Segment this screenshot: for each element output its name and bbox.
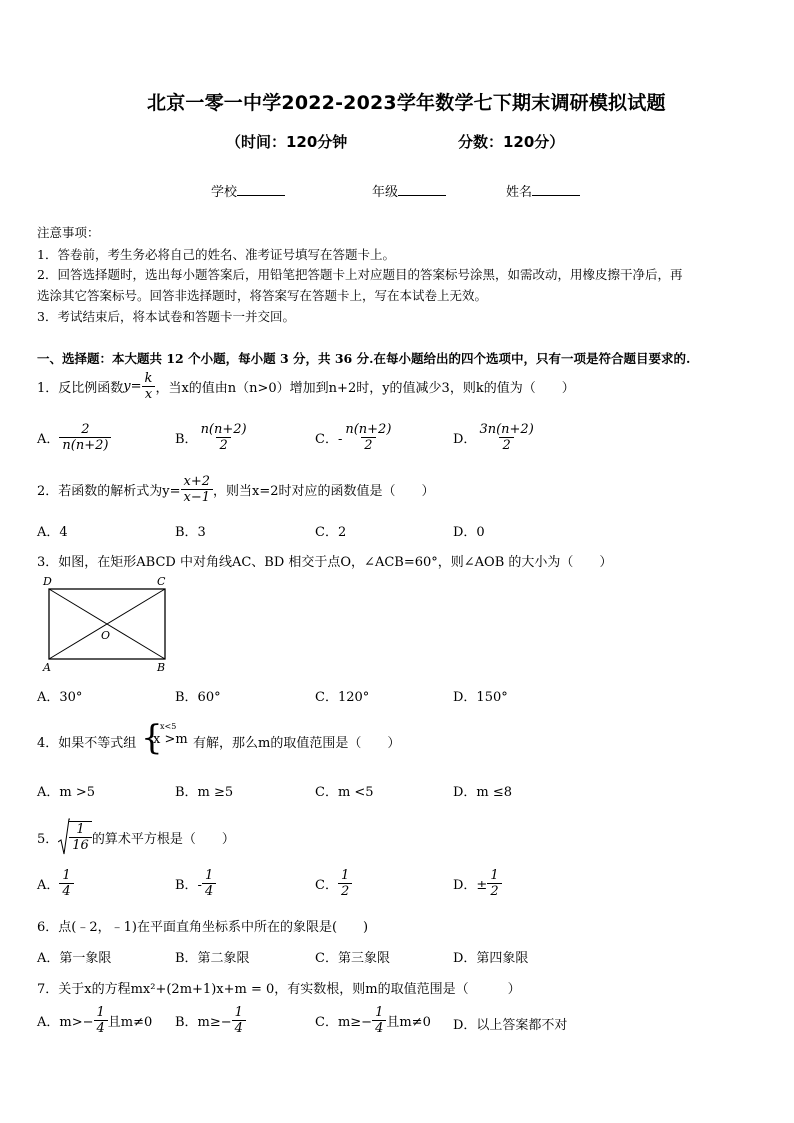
q7-c-fraction <box>372 1005 386 1036</box>
name-blank[interactable] <box>532 181 580 196</box>
q2-option-c[interactable]: C．2 <box>315 525 347 540</box>
q5-option-c[interactable] <box>315 868 352 899</box>
name-label: 姓名 <box>506 185 533 200</box>
rectangle-figure <box>40 573 175 675</box>
q7-a-fraction <box>94 1005 108 1036</box>
q1-fraction <box>142 371 156 402</box>
grade-blank[interactable] <box>398 181 446 196</box>
q1-b-num: n(n+2) <box>200 422 247 437</box>
q1-c-label: C．- <box>315 432 343 447</box>
q5-a-den: 4 <box>59 883 73 899</box>
grade-label: 年级 <box>372 185 399 200</box>
q1-d-num: 3n(n+2) <box>479 422 534 437</box>
q1-option-d[interactable] <box>453 422 537 453</box>
q2-den: x−1 <box>181 489 214 505</box>
q5-b-den: 4 <box>202 883 216 899</box>
q5-b-num: 1 <box>204 868 214 883</box>
q5-option-a[interactable] <box>37 868 74 899</box>
q2-num: x+2 <box>183 474 211 489</box>
q7-c-den: 4 <box>372 1020 386 1036</box>
q5-b-label: B．- <box>175 878 202 893</box>
q1-b-label: B． <box>175 432 198 447</box>
q6-option-a[interactable]: A．第一象限 <box>37 951 112 966</box>
q1-c-fraction <box>342 422 394 453</box>
sqrt-symbol <box>58 818 92 856</box>
q6-option-d[interactable]: D．第四象限 <box>453 951 529 966</box>
q1-a-label: A． <box>37 432 60 447</box>
q7-a-post: 且m≠0 <box>107 1015 153 1030</box>
q1-d-den: 2 <box>499 437 513 453</box>
q4-option-c[interactable]: C．m <5 <box>315 785 374 800</box>
question-2 <box>37 474 435 505</box>
q1-c-den: 2 <box>361 437 375 453</box>
q7-c-pre: C．m≥− <box>315 1015 373 1030</box>
q7-a-den: 4 <box>94 1020 108 1036</box>
q1-text-post: ，当x的值由n（n>0）增加到n+2时，y的值减少3，则k的值为（ ） <box>155 381 575 396</box>
label-a: A <box>43 661 51 674</box>
q1-den: x <box>142 386 155 402</box>
school-field <box>211 181 285 200</box>
q5-text-post: 的算术平方根是（ ） <box>91 831 235 847</box>
q4-option-a[interactable]: A．m >5 <box>37 785 96 800</box>
school-blank[interactable] <box>237 181 285 196</box>
q1-num: k <box>144 371 153 386</box>
q2-text-pre: 2．若函数的解析式为y= <box>37 484 181 499</box>
question-4-pre: 4．如果不等式组 <box>37 736 137 751</box>
q1-option-a[interactable] <box>37 422 111 453</box>
question-6: 6．点(﹣2，﹣1)在平面直角坐标系中所在的象限是( ) <box>37 920 369 935</box>
q7-option-b[interactable] <box>175 1005 246 1036</box>
q5-d-fraction <box>487 868 501 899</box>
q5-option-d[interactable] <box>453 868 502 899</box>
q5-den: 16 <box>69 837 92 853</box>
q5-d-num: 1 <box>490 868 499 883</box>
q6-option-b[interactable]: B．第二象限 <box>175 951 250 966</box>
question-4-post: 有解，那么m的取值范围是（ ） <box>193 736 401 751</box>
q5-d-label: D．± <box>453 878 488 893</box>
q7-option-d[interactable]: D．以上答案都不对 <box>453 1018 568 1033</box>
label-d: D <box>43 575 52 588</box>
q7-b-pre: B．m≥− <box>175 1015 232 1030</box>
q2-option-d[interactable]: D．0 <box>453 525 485 540</box>
label-o: O <box>101 629 111 642</box>
note-3: 3．考试结束后，将本试卷和答题卡一并交回。 <box>37 309 295 324</box>
q1-b-den: 2 <box>216 437 230 453</box>
page-title: 北京一零一中学2022-2023学年数学七下期末调研模拟试题 <box>147 92 666 114</box>
question-3: 3．如图，在矩形ABCD 中对角线AC、BD 相交于点O，∠ACB=60°，则∠AOB 的大小为（ ） <box>37 555 613 570</box>
q5-a-num: 1 <box>62 868 71 883</box>
q1-option-c[interactable] <box>315 422 394 453</box>
q2-option-a[interactable]: A．4 <box>37 525 68 540</box>
q7-b-den: 4 <box>232 1020 246 1036</box>
q3-option-c[interactable]: C．120° <box>315 690 370 705</box>
q1-option-b[interactable] <box>175 422 250 453</box>
q5-d-den: 2 <box>487 883 501 899</box>
q1-eq: = <box>130 379 142 394</box>
note-1: 1．答卷前，考生务必将自己的姓名、准考证号填写在答题卡上。 <box>37 247 395 262</box>
q7-c-post: 且m≠0 <box>386 1015 431 1030</box>
note-2: 2．回答选择题时，选出每小题答案后，用铅笔把答题卡上对应题目的答案标号涂黑，如需改动，用橡皮擦干净后，再 <box>37 267 683 282</box>
q7-a-num: 1 <box>96 1005 105 1020</box>
q1-text-pre: 1．反比例函数 <box>37 381 124 396</box>
question-7: 7．关于x的方程mx²+(2m+1)x+m = 0，有实数根，则m的取值范围是（ ） <box>37 982 521 997</box>
q3-option-d[interactable]: D．150° <box>453 690 508 705</box>
q7-b-num: 1 <box>234 1005 243 1020</box>
q5-c-num: 1 <box>340 868 350 883</box>
q1-a-den: n(n+2) <box>59 437 111 453</box>
q1-d-fraction <box>476 422 536 453</box>
q5-fraction <box>69 822 92 853</box>
q7-c-num: 1 <box>375 1005 384 1020</box>
q5-num: 1 <box>76 822 85 837</box>
q1-b-fraction <box>198 422 250 453</box>
q5-c-den: 2 <box>338 883 352 899</box>
question-1 <box>37 371 575 402</box>
q2-fraction <box>181 474 214 505</box>
q7-option-c[interactable] <box>315 1005 431 1036</box>
q7-b-fraction <box>232 1005 246 1036</box>
exam-time: （时间：120分钟 <box>226 133 348 151</box>
q3-option-a[interactable]: A．30° <box>37 690 83 705</box>
q2-text-post: ，则当x=2时对应的函数值是（ ） <box>213 484 435 499</box>
note-2-cont: 选涂其它答案标号。回答非选择题时，将答案写在答题卡上，写在本试卷上无效。 <box>37 288 488 303</box>
q1-c-num: n(n+2) <box>345 422 392 437</box>
school-label: 学校 <box>211 185 238 200</box>
q1-d-label: D． <box>453 432 477 447</box>
q4-option-b[interactable]: B．m ≥5 <box>175 785 234 800</box>
q5-option-b[interactable] <box>175 868 216 899</box>
label-c: C <box>157 575 166 588</box>
q7-option-a[interactable] <box>37 1005 152 1036</box>
notes-heading: 注意事项： <box>37 225 100 240</box>
question-5 <box>37 818 235 856</box>
name-field <box>506 181 580 200</box>
q5-c-label: C． <box>315 878 338 893</box>
q5-a-fraction <box>59 868 73 899</box>
q4-option-d[interactable]: D．m ≤8 <box>453 785 513 800</box>
q1-a-fraction <box>59 422 111 453</box>
grade-field <box>372 181 446 200</box>
q4-inequality-bottom: x >m <box>153 732 188 747</box>
section-heading: 一、选择题：本大题共 12 个小题，每小题 3 分，共 36 分.在每小题给出的四个选项中，只有一项是符合题目要求的. <box>37 351 691 366</box>
q5-c-fraction <box>338 868 352 899</box>
q7-a-pre: A．m>− <box>37 1015 94 1030</box>
q1-a-num: 2 <box>81 422 90 437</box>
q3-option-b[interactable]: B．60° <box>175 690 221 705</box>
label-b: B <box>157 661 166 674</box>
q4-inequality-top: x<5 <box>160 722 177 731</box>
q5-b-fraction <box>202 868 216 899</box>
system-brace: { <box>141 718 163 758</box>
q1-y: y <box>123 379 131 394</box>
q5-a-label: A． <box>37 878 60 893</box>
q2-option-b[interactable]: B．3 <box>175 525 206 540</box>
exam-score: 分数：120分） <box>458 133 565 151</box>
q6-option-c[interactable]: C．第三象限 <box>315 951 390 966</box>
q5-text-pre: 5． <box>37 831 59 847</box>
